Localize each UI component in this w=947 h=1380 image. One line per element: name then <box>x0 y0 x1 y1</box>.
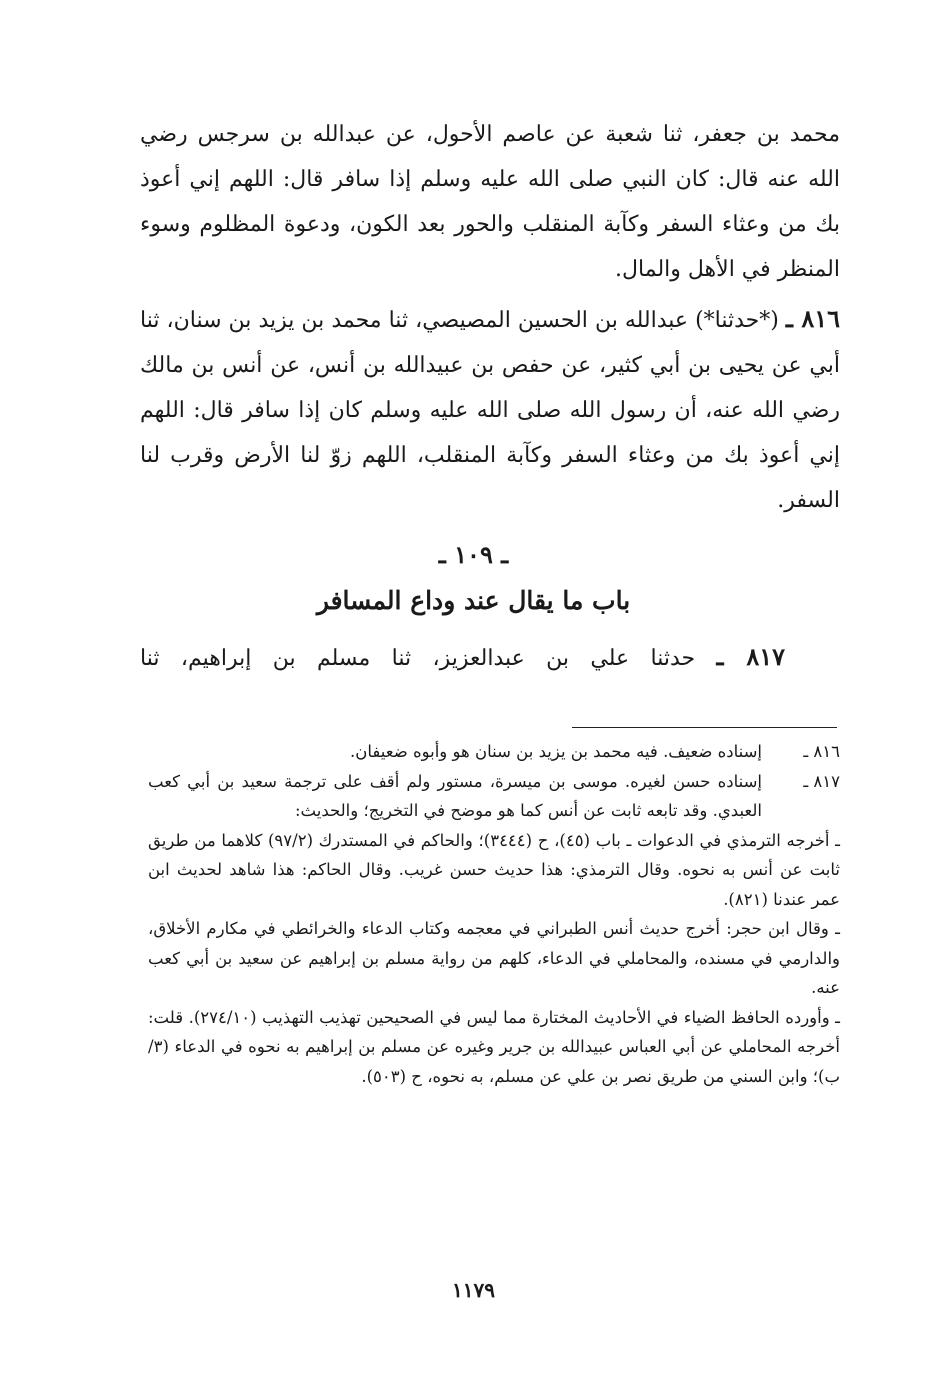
chapter-number: ـ ١٠٩ ـ <box>438 540 509 569</box>
hadith-816-text: (*حدثنا*) عبدالله بن الحسين المصيصي، ثنا محمد بن يزيد بن سنان، ثنا أبي عن يحيى بن أبي كثير، عن حفص بن عبيدالله بن أنس، عن أنس بن مالك رضي الله عنه، أن رسول الله صلى الله عليه وسلم كان إذا سافر قال: اللهم إني أعوذ بك من وعثاء السفر وكآبة المنقلب، اللهم زوّ لنا الأرض وقرب لنا السفر. <box>140 308 840 513</box>
footnote-817-paragraph: ـ وقال ابن حجر: أخرج حديث أنس الطبراني في معجمه وكتاب الدعاء والخرائطي في مكارم الأخلاق، والدارمي في مسنده، والمحاملي في الدعاء، كلهم من رواية مسلم بن إبراهيم عن سعيد بن أبي كعب عنه. <box>148 919 840 997</box>
footnote-817-paragraph: ـ أخرجه الترمذي في الدعوات ـ باب (٤٥)، ح (٣٤٤٤)؛ والحاكم في المستدرك (٩٧/٢) كلاهما من طريق ثابت عن أنس به نحوه. وقال الترمذي: هذا حديث حسن غريب. وقال الحاكم: هذا شاهد لحديث ابن عمر عندنا (٨٢١). <box>148 830 840 909</box>
footnotes <box>148 737 840 1091</box>
hadith-816 <box>140 296 840 523</box>
footnote-817-paragraph: ـ وأورده الحافظ الضياء في الأحاديث المختارة مما ليس في الصحيحين تهذيب التهذيب (٢٧٤/١٠). قلت: أخرجه المحاملي عن أبي العباس عبيدالله بن جرير وغيره عن مسلم بن إبراهيم به نحوه في الدعاء (٣/ب)؛ وابن السني من طريق نصر بن علي عن مسلم، به نحوه، ح (٥٠٣). <box>148 1007 840 1086</box>
footnote-number-817: ٨١٧ ـ <box>803 771 840 791</box>
footnote-divider <box>572 727 837 728</box>
hadith-number-817: ٨١٧ ـ <box>716 642 785 671</box>
hadith-817-text: حدثنا علي بن عبدالعزيز، ثنا مسلم بن إبراهيم، ثنا <box>140 646 696 671</box>
footnote-817-text: إسناده حسن لغيره. موسى بن ميسرة، مستور ولم أقف على ترجمة سعيد بن أبي كعب العبدي. وقد تابعه ثابت عن أنس كما هو موضح في التخريج؛ والحديث: <box>148 771 762 820</box>
footnote-816 <box>148 737 840 767</box>
paragraph-continuation: محمد بن جعفر، ثنا شعبة عن عاصم الأحول، عن عبدالله بن سرجس رضي الله عنه قال: كان النبي صلى الله عليه وسلم إذا سافر قال: اللهم إني أعوذ بك من وعثاء السفر وكآبة المنقلب والحور بعد الكون، ودعوة المظلوم وسوء المنظر في الأهل والمال. <box>140 122 840 282</box>
chapter-title: باب ما يقال عند وداع المسافر <box>316 586 631 615</box>
footnote-number-816: ٨١٦ ـ <box>803 742 840 761</box>
main-text <box>140 112 840 523</box>
hadith-817 <box>140 634 785 681</box>
footnote-817 <box>148 767 840 826</box>
hadith-number-816: ٨١٦ ـ <box>785 304 840 333</box>
page-number: ١١٧٩ <box>452 1278 495 1302</box>
footnote-816-text: إسناده ضعيف. فيه محمد بن يزيد بن سنان هو وأبوه ضعيفان. <box>350 742 762 761</box>
